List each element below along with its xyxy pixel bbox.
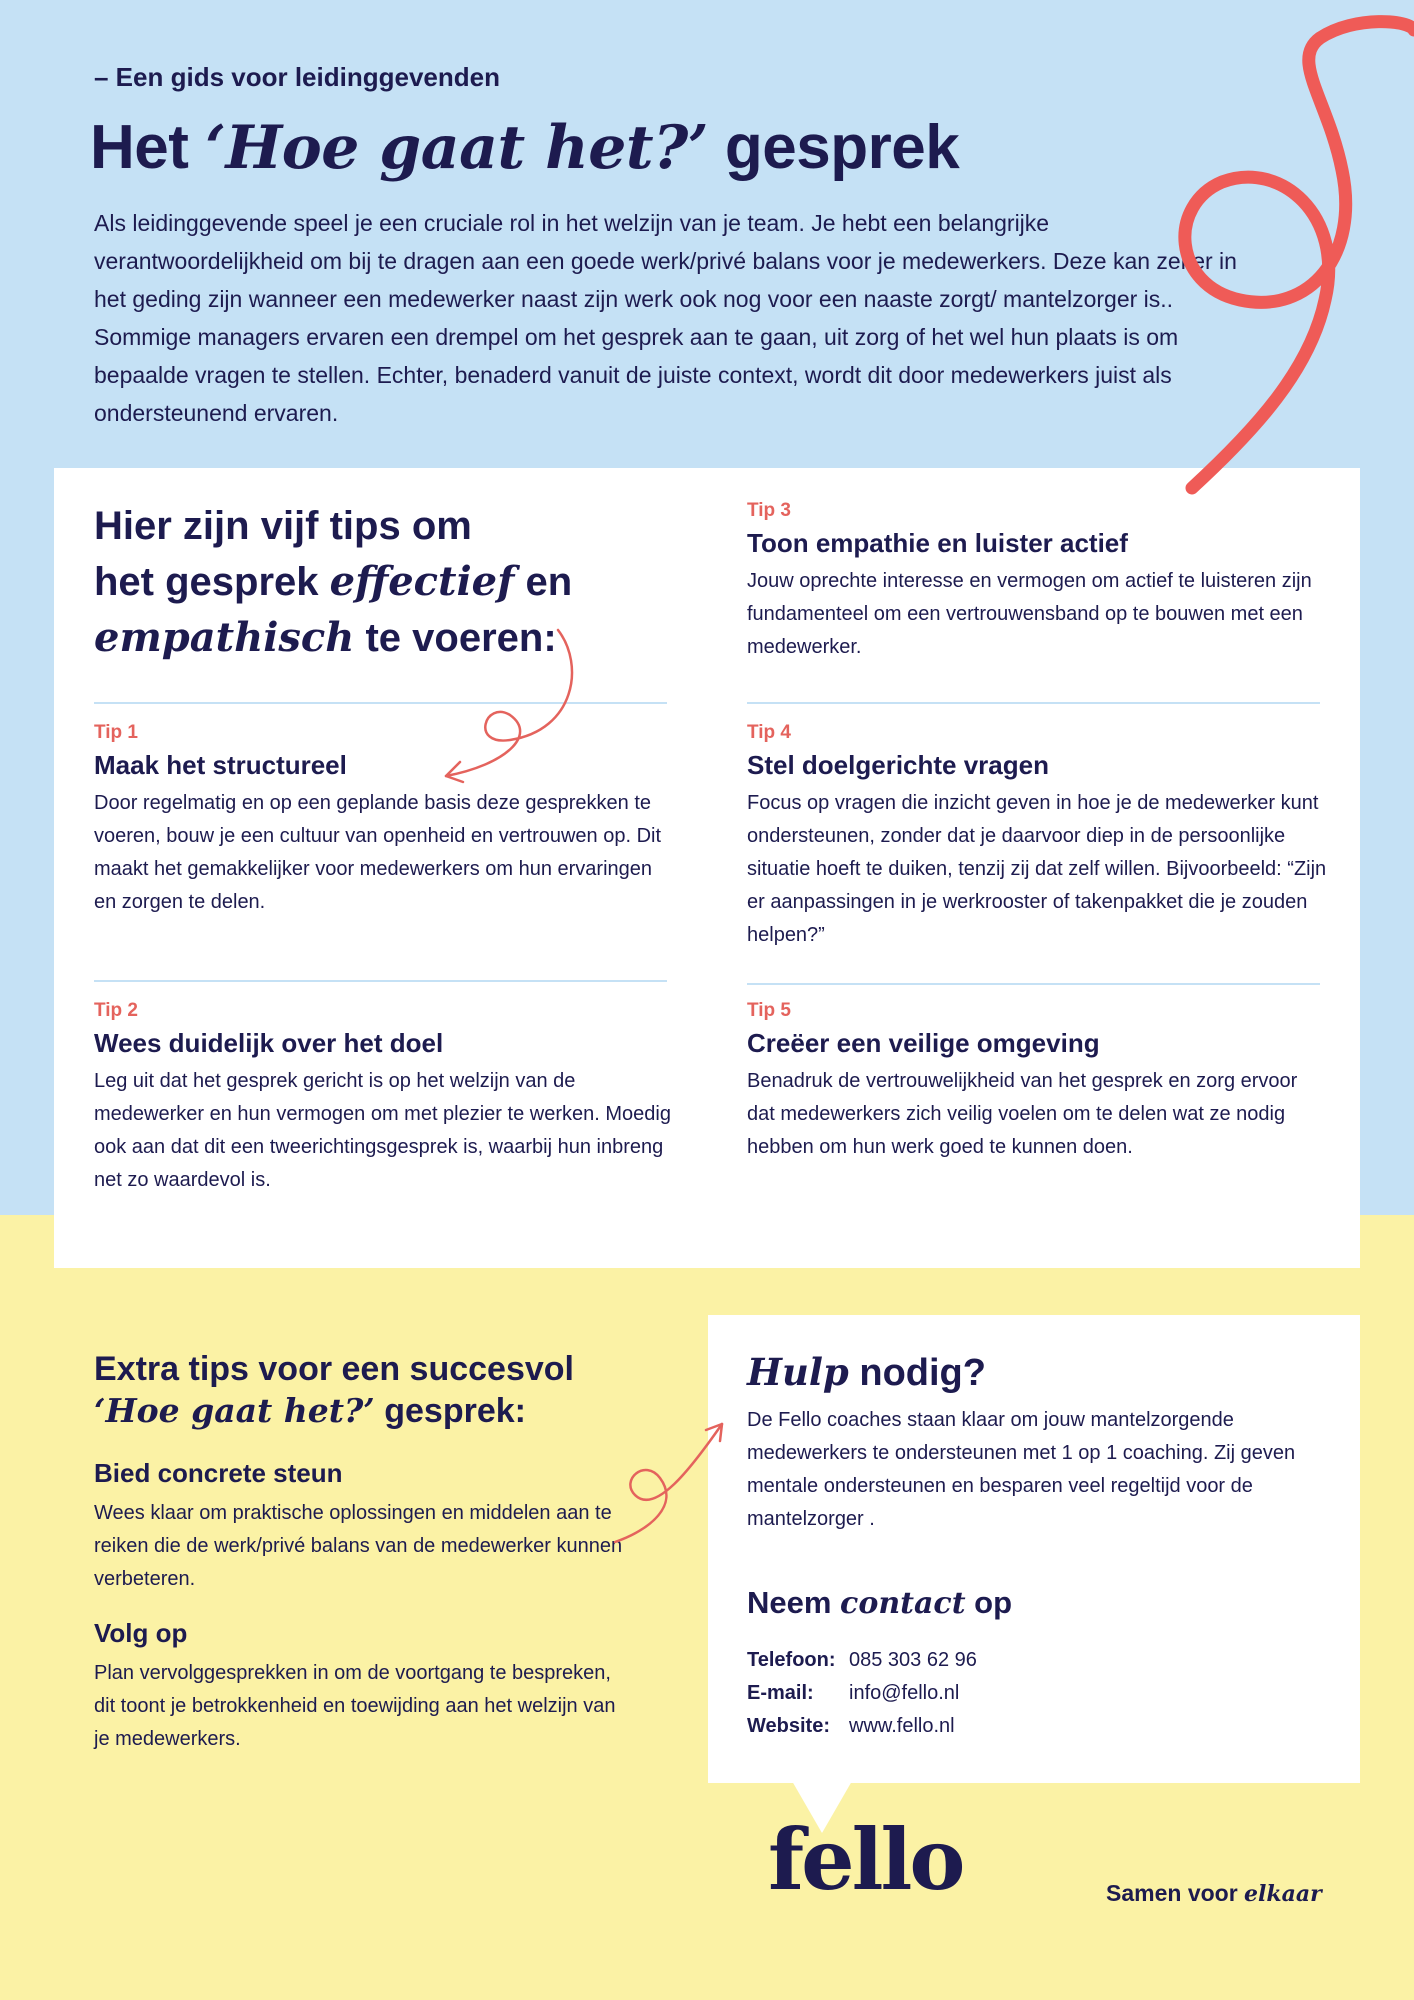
phone-link[interactable]: 085 303 62 96 [849, 1649, 977, 1671]
extra-tip-text: Plan vervolggesprekken in om de voortgang te bespreken, dit toont je betrokkenheid en toewijding aan het welzijn van je medewerkers. [94, 1662, 616, 1750]
contact-pre: Neem [747, 1585, 841, 1620]
contact-post: op [965, 1585, 1013, 1620]
extra-tips-heading [94, 1348, 654, 1432]
extra-tip-follow-up [94, 1618, 634, 1756]
email-link[interactable]: info@fello.nl [849, 1682, 960, 1704]
title-pre: Het [90, 113, 206, 182]
tips-heading-line3-post: te voeren: [354, 616, 557, 660]
contact-key: Website: [747, 1715, 830, 1737]
contact-row-email [747, 1677, 977, 1710]
contact-row-website [747, 1710, 977, 1743]
title-italic: ‘Hoe gaat het?’ [205, 113, 709, 183]
tip-4 [747, 722, 1327, 952]
extra-heading-post: gesprek: [374, 1392, 526, 1430]
extra-tip-title: Bied concrete steun [94, 1458, 343, 1488]
tips-heading-line2-italic: effectief [329, 558, 515, 605]
contact-title [747, 1585, 1012, 1621]
tagline [1106, 1880, 1322, 1907]
divider [747, 702, 1320, 704]
tip-label: Tip 3 [747, 500, 791, 521]
contact-row-phone [747, 1644, 977, 1677]
help-title-post: nodig? [848, 1352, 986, 1394]
divider [747, 983, 1320, 985]
tip-label: Tip 1 [94, 722, 138, 743]
tip-title: Stel doelgerichte vragen [747, 750, 1049, 780]
tip-2 [94, 1000, 674, 1197]
website-link[interactable]: www.fello.nl [849, 1715, 955, 1737]
tagline-pre: Samen voor [1106, 1880, 1245, 1906]
page-title [90, 112, 959, 183]
tip-3 [747, 500, 1327, 664]
tip-text: Jouw oprechte interesse en vermogen om actief te luisteren zijn fundamenteel om een vertrouwensband op te bouwen met een medewerker. [747, 570, 1312, 658]
divider [94, 702, 667, 704]
tip-label: Tip 4 [747, 722, 791, 743]
tip-text: Leg uit dat het gesprek gericht is op het welzijn van de medewerker en hun vermogen om met plezier te werken. Moedig ook aan dat dit een tweerichtingsgesprek is, waarbij hun inbreng net zo waardevol is. [94, 1070, 671, 1191]
tagline-italic: elkaar [1244, 1881, 1322, 1907]
tip-5 [747, 1000, 1327, 1164]
tip-title: Maak het structureel [94, 750, 347, 780]
title-post: gesprek [708, 113, 960, 182]
tip-label: Tip 2 [94, 1000, 138, 1021]
extra-heading-line1: Extra tips voor een succesvol [94, 1350, 574, 1388]
divider [94, 980, 667, 982]
contact-key: E-mail: [747, 1682, 814, 1704]
extra-tip-title: Volg op [94, 1618, 188, 1648]
tip-text: Benadruk de vertrouwelijkheid van het gesprek en zorg ervoor dat medewerkers zich veilig voelen om te delen wat ze nodig hebben om hun werk goed te kunnen doen. [747, 1070, 1298, 1158]
help-title-italic: Hulp [747, 1350, 849, 1394]
tip-title: Wees duidelijk over het doel [94, 1028, 444, 1058]
tips-heading-line2-pre: het gesprek [94, 560, 330, 604]
contact-list [747, 1644, 977, 1743]
tips-heading [94, 498, 654, 666]
tip-title: Toon empathie en luister actief [747, 528, 1128, 558]
tip-text: Door regelmatig en op een geplande basis deze gesprekken te voeren, bouw je een cultuur van openheid en vertrouwen op. Dit maakt het gemakkelijker voor medewerkers om hun ervaringen en zorgen te delen. [94, 792, 662, 913]
contact-italic: contact [840, 1586, 966, 1621]
guide-subtitle: – Een gids voor leidinggevenden [94, 62, 500, 92]
tips-heading-line1: Hier zijn vijf tips om [94, 504, 472, 548]
tip-text: Focus op vragen die inzicht geven in hoe je de medewerker kunt ondersteunen, zonder dat je daarvoor diep in de persoonlijke situatie hoeft te duiken, tenzij zij dat zelf willen. Bijvoorbeeld: “Zijn er aanpassingen in je werkrooster of takenpakket die je zouden helpen?” [747, 792, 1327, 946]
contact-key: Telefoon: [747, 1649, 836, 1671]
tip-1 [94, 722, 674, 919]
intro-paragraph: Als leidinggevende speel je een cruciale rol in het welzijn van je team. Je hebt een belangrijke verantwoordelijkheid om bij te dragen aan een goede werk/privé balans voor je medewerkers. Deze kan zeker in het geding zijn wanneer een medewerker naast zijn werk ook nog voor een naaste zorgt/ mantelzorger is.. Sommige managers ervaren een drempel om het gesprek aan te gaan, uit zorg of het wel hun plaats is om bepaalde vragen te stellen. Echter, benaderd vanuit de juiste context, wordt dit door medewerkers juist als ondersteunend ervaren. [94, 210, 1237, 426]
tips-heading-line3-italic: empathisch [94, 614, 355, 661]
help-title [747, 1350, 986, 1395]
fello-logo: fello [768, 1810, 963, 1909]
extra-tip-text: Wees klaar om praktische oplossingen en middelen aan te reiken die de werk/privé balans van de medewerker kunnen verbeteren. [94, 1502, 623, 1590]
help-text: De Fello coaches staan klaar om jouw mantelzorgende medewerkers te ondersteunen met 1 op 1 coaching. Zij geven mentale ondersteunen en besparen veel regeltijd voor de mantelzorger . [747, 1409, 1296, 1530]
tip-title: Creëer een veilige omgeving [747, 1028, 1100, 1058]
extra-heading-italic: ‘Hoe gaat het?’ [94, 1391, 375, 1430]
tips-heading-line2-post: en [514, 560, 573, 604]
extra-tip-concrete-support [94, 1458, 634, 1596]
tip-label: Tip 5 [747, 1000, 791, 1021]
